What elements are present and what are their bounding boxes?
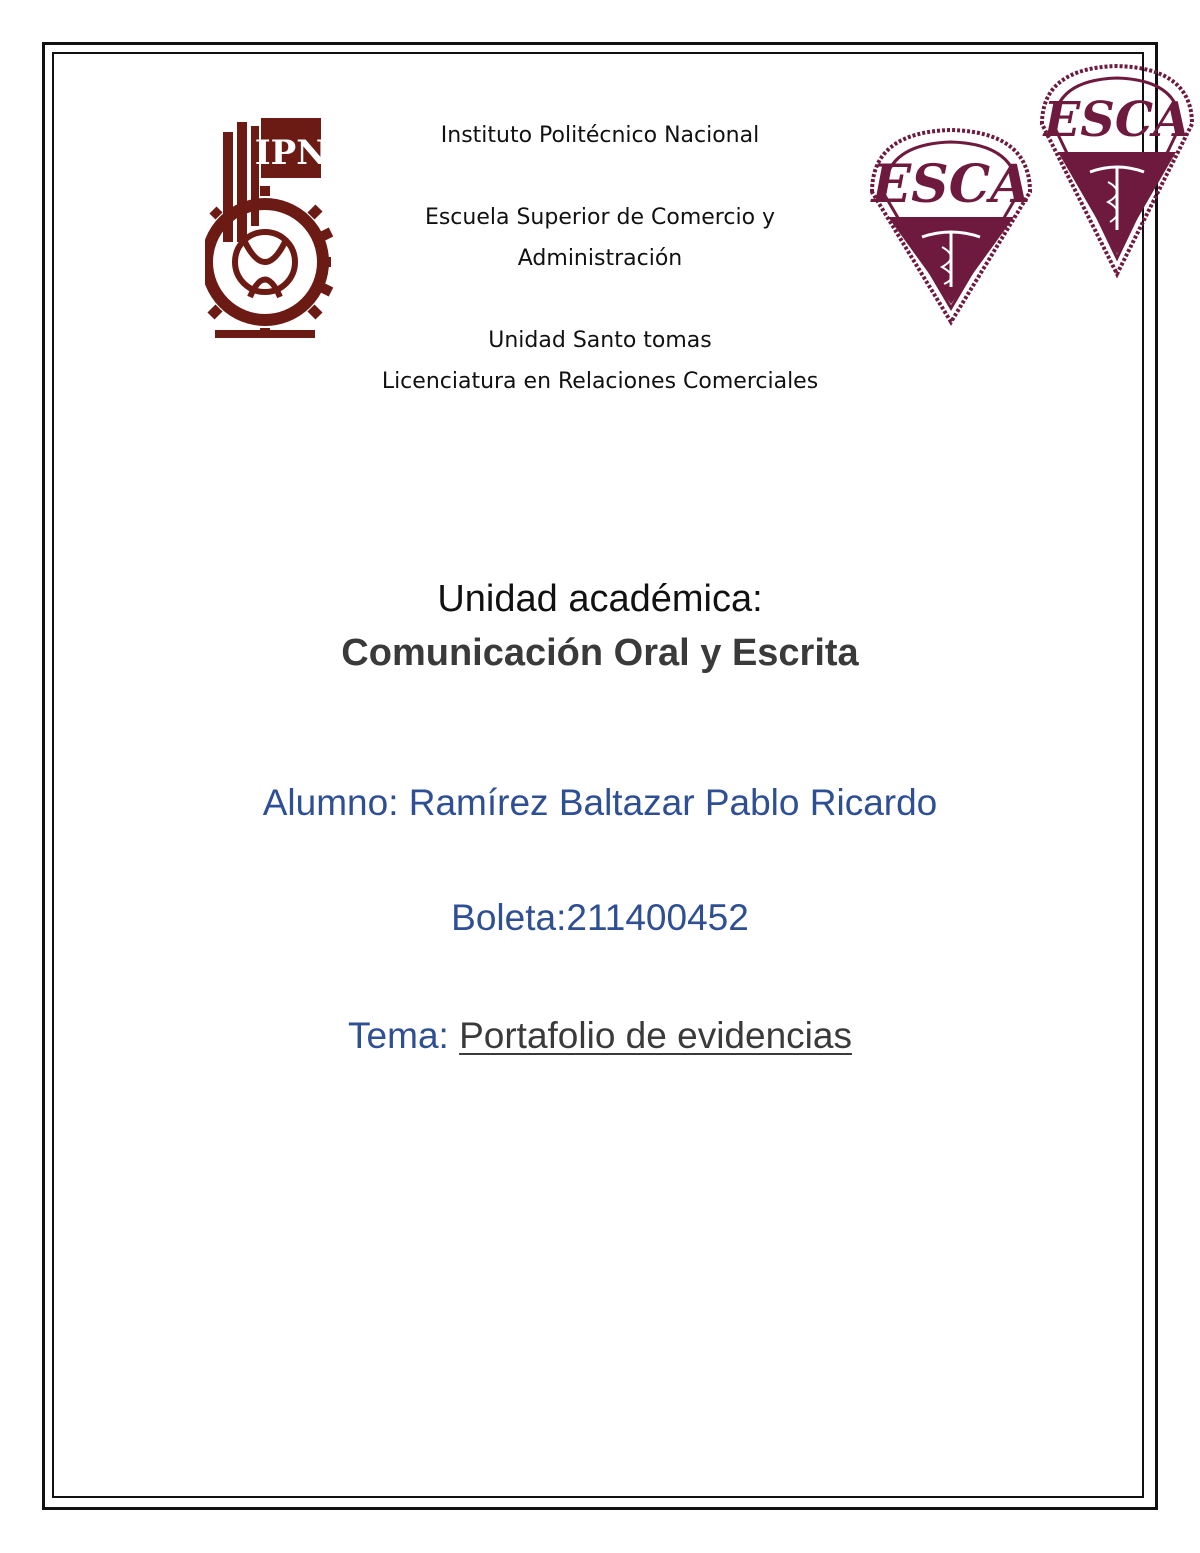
student-id: Boleta:211400452 xyxy=(451,897,749,938)
institution-name: Instituto Politécnico Nacional xyxy=(440,123,760,148)
svg-text:ESCA: ESCA xyxy=(871,154,1031,215)
svg-text:IPN: IPN xyxy=(254,133,328,173)
school-name-line-1: Escuela Superior de Comercio y xyxy=(424,205,776,230)
svg-text:ESCA: ESCA xyxy=(1043,92,1191,148)
topic-label: Tema: xyxy=(348,1015,460,1056)
esca-shield-icon xyxy=(1036,60,1198,280)
student-name: Alumno: Ramírez Baltazar Pablo Ricardo xyxy=(262,782,938,823)
topic-value: Portafolio de evidencias xyxy=(459,1015,852,1056)
school-name xyxy=(300,197,900,279)
school-name-line-2: Administración xyxy=(517,246,683,271)
unit-info xyxy=(300,320,900,402)
subject-title: Comunicación Oral y Escrita xyxy=(341,632,859,674)
degree-name: Licenciatura en Relaciones Comerciales xyxy=(381,369,819,394)
academic-unit-label: Unidad académica: xyxy=(437,578,763,620)
topic-line xyxy=(100,1015,1100,1057)
unit-name: Unidad Santo tomas xyxy=(488,328,712,353)
